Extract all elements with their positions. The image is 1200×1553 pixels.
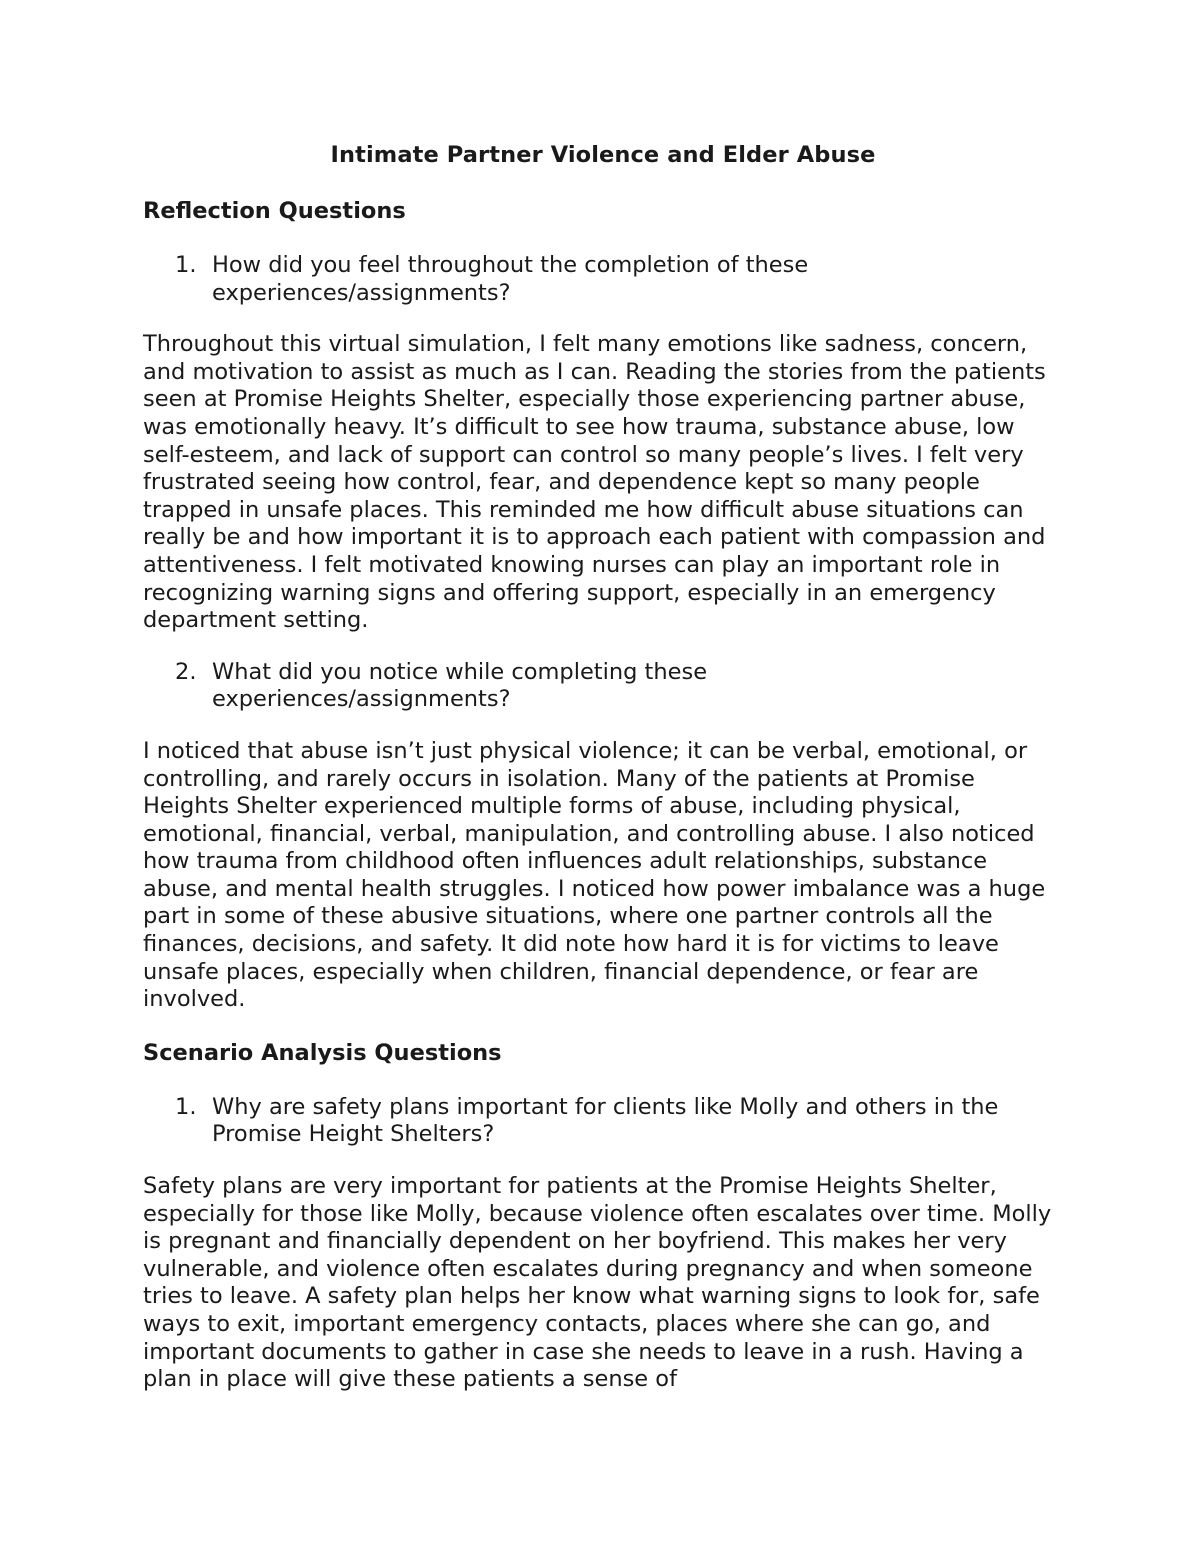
answer-paragraph: Throughout this virtual simulation, I felt many emotions like sadness, concern, and motivation to assist as much as I can. Reading the stories from the patients seen at Promise Heights Shelter, especially those experiencing partner abuse, was emotionally heavy. It’s difficult to see how trauma, substance abuse, low self-esteem, and lack of support can control so many people’s lives. I felt very frustrated seeing how control, fear, and dependence kept so many people trapped in unsafe places. This reminded me how difficult abuse situations can really be and how important it is to approach each patient with compassion and attentiveness. I felt motivated knowing nurses can play an important role in recognizing warning signs and offering support, especially in an emergency department setting. — [143, 331, 1046, 634]
section-heading-scenario-analysis: Scenario Analysis Questions — [143, 1039, 502, 1066]
question-text: Why are safety plans important for clients like Molly and others in the Promise Height Shelters? — [212, 1093, 999, 1148]
question-item — [143, 1094, 1063, 1149]
question-number: 2. — [175, 658, 197, 685]
question-text: How did you feel throughout the completion of these experiences/assignments? — [212, 252, 809, 306]
answer-paragraph: I noticed that abuse isn’t just physical violence; it can be verbal, emotional, or controlling, and rarely occurs in isolation. Many of the patients at Promise Heights Shelter experienced multiple forms of abuse, including physical, emotional, financial, verbal, manipulation, and controlling abuse. I also noticed how trauma from childhood often influences adult relationships, substance abuse, and mental health struggles. I noticed how power imbalance was a huge part in some of these abusive situations, where one partner controls all the finances, decisions, and safety. It did note how hard it is for victims to leave unsafe places, especially when children, financial dependence, or fear are involved. — [143, 737, 1046, 1013]
document-title: Intimate Partner Violence and Elder Abuse — [330, 142, 876, 168]
question-item — [143, 252, 1063, 307]
question-item — [143, 659, 1063, 714]
question-number: 1. — [175, 252, 197, 278]
question-number: 1. — [175, 1093, 197, 1120]
section-heading-reflection: Reflection Questions — [143, 198, 406, 224]
question-text: What did you notice while completing these experiences/assignments? — [212, 658, 708, 713]
answer-paragraph: Safety plans are very important for patients at the Promise Heights Shelter, especially for those like Molly, because violence often escalates over time. Molly is pregnant and financially dependent on her boyfriend. This makes her very vulnerable, and violence often escalates during pregnancy and when someone tries to leave. A safety plan helps her know what warning signs to look for, safe ways to exit, important emergency contacts, places where she can go, and important documents to gather in case she needs to leave in a rush. Having a plan in place will give these patients a sense of — [143, 1173, 1052, 1393]
document-page — [143, 140, 1063, 1394]
